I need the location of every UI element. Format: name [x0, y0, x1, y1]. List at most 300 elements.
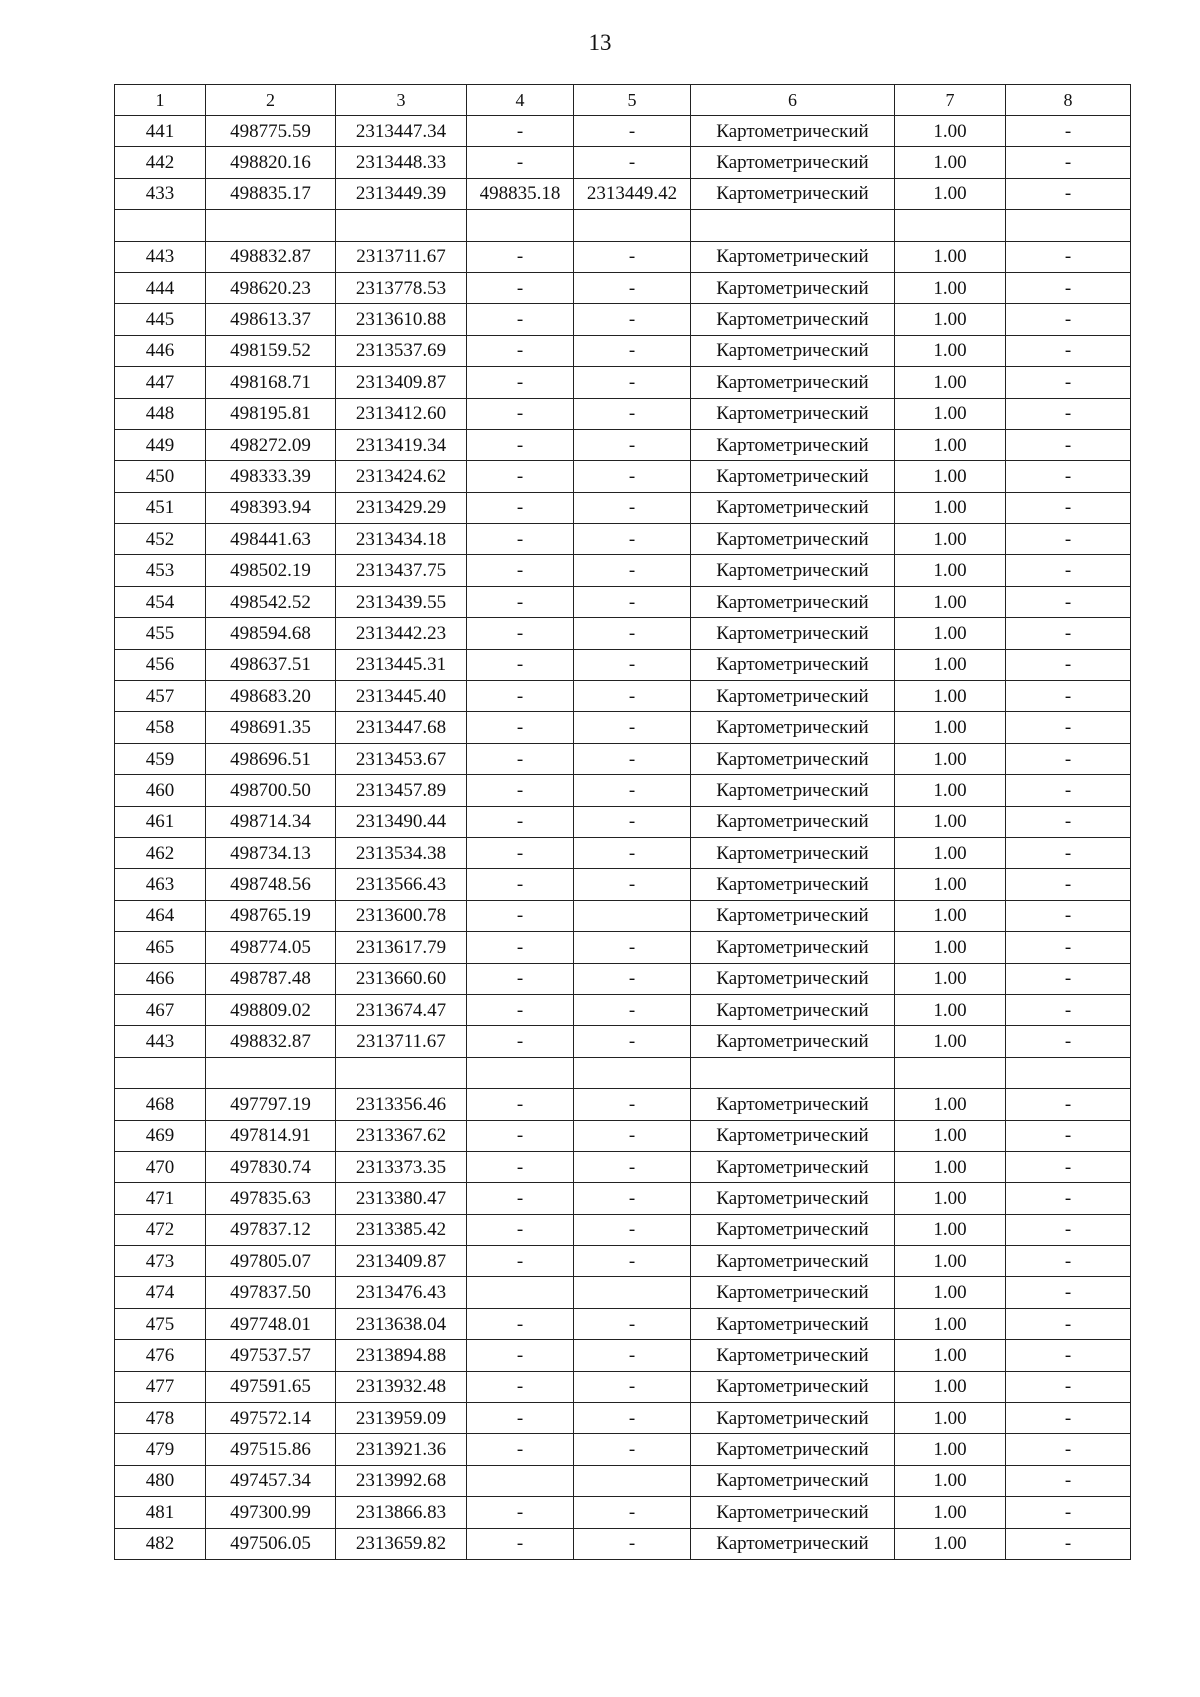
table-cell: 1.00: [895, 618, 1006, 649]
table-cell: 466: [115, 963, 206, 994]
table-cell: 2313449.42: [574, 178, 691, 209]
table-cell: 453: [115, 555, 206, 586]
table-row: [115, 1403, 1131, 1434]
table-cell: -: [1006, 1246, 1131, 1277]
table-cell: 1.00: [895, 994, 1006, 1025]
table-cell: Картометрический: [691, 1497, 895, 1528]
table-cell: 2313356.46: [336, 1089, 467, 1120]
table-cell: 1.00: [895, 272, 1006, 303]
table-cell: 460: [115, 775, 206, 806]
table-cell: -: [574, 869, 691, 900]
table-cell: Картометрический: [691, 900, 895, 931]
table-cell: -: [574, 1183, 691, 1214]
table-cell: 467: [115, 994, 206, 1025]
table-cell: [1006, 210, 1131, 241]
column-header: 7: [895, 85, 1006, 116]
table-cell: 497572.14: [206, 1403, 336, 1434]
table-cell: 443: [115, 241, 206, 272]
table-cell: 2313445.31: [336, 649, 467, 680]
table-row: [115, 1151, 1131, 1182]
table-cell: 498835.17: [206, 178, 336, 209]
table-cell: 474: [115, 1277, 206, 1308]
table-cell: [115, 210, 206, 241]
table-cell: 498159.52: [206, 335, 336, 366]
table-cell: Картометрический: [691, 1277, 895, 1308]
table-cell: -: [574, 1434, 691, 1465]
table-cell: -: [467, 1340, 574, 1371]
table-row: [115, 492, 1131, 523]
table-cell: Картометрический: [691, 649, 895, 680]
table-cell: -: [467, 806, 574, 837]
table-cell: -: [467, 1246, 574, 1277]
table-cell: 480: [115, 1465, 206, 1496]
table-row: [115, 586, 1131, 617]
table-cell: 452: [115, 524, 206, 555]
table-row: [115, 1465, 1131, 1496]
table-cell: -: [1006, 272, 1131, 303]
table-cell: Картометрический: [691, 586, 895, 617]
table-cell: -: [574, 712, 691, 743]
table-cell: 2313659.82: [336, 1528, 467, 1559]
table-cell: Картометрический: [691, 1026, 895, 1057]
table-cell: 498809.02: [206, 994, 336, 1025]
page-number: 13: [588, 30, 612, 55]
table-cell: Картометрический: [691, 241, 895, 272]
table-cell: 471: [115, 1183, 206, 1214]
column-header: 6: [691, 85, 895, 116]
table-cell: Картометрический: [691, 461, 895, 492]
table-cell: -: [574, 555, 691, 586]
table-cell: Картометрический: [691, 367, 895, 398]
table-cell: 497537.57: [206, 1340, 336, 1371]
table-cell: 1.00: [895, 712, 1006, 743]
table-cell: 2313959.09: [336, 1403, 467, 1434]
table-cell: 1.00: [895, 806, 1006, 837]
table-cell: [206, 210, 336, 241]
table-cell: 497805.07: [206, 1246, 336, 1277]
table-cell: 1.00: [895, 555, 1006, 586]
table-cell: Картометрический: [691, 994, 895, 1025]
table-cell: 1.00: [895, 649, 1006, 680]
table-cell: 2313380.47: [336, 1183, 467, 1214]
table-cell: Картометрический: [691, 743, 895, 774]
table-cell: 498696.51: [206, 743, 336, 774]
table-cell: -: [467, 618, 574, 649]
table-cell: 498691.35: [206, 712, 336, 743]
table-cell: -: [1006, 743, 1131, 774]
table-cell: Картометрический: [691, 1403, 895, 1434]
table-cell: -: [574, 649, 691, 680]
table-cell: -: [574, 775, 691, 806]
table-cell: 2313921.36: [336, 1434, 467, 1465]
table-row: [115, 900, 1131, 931]
table-cell: 463: [115, 869, 206, 900]
table-cell: -: [574, 429, 691, 460]
table-cell: Картометрический: [691, 1434, 895, 1465]
table-cell: 1.00: [895, 681, 1006, 712]
table-cell: 2313442.23: [336, 618, 467, 649]
table-row: [115, 1434, 1131, 1465]
table-cell: -: [574, 304, 691, 335]
table-cell: 451: [115, 492, 206, 523]
table-row: [115, 869, 1131, 900]
table-cell: Картометрический: [691, 963, 895, 994]
table-cell: [895, 1057, 1006, 1088]
table-cell: 498832.87: [206, 1026, 336, 1057]
table-cell: -: [467, 555, 574, 586]
table-cell: 1.00: [895, 1246, 1006, 1277]
table-cell: 2313638.04: [336, 1308, 467, 1339]
table-cell: 1.00: [895, 1528, 1006, 1559]
table-cell: 1.00: [895, 743, 1006, 774]
table-cell: -: [467, 1371, 574, 1402]
table-cell: 2313617.79: [336, 932, 467, 963]
table-cell: 1.00: [895, 1308, 1006, 1339]
table-row: [115, 1246, 1131, 1277]
table-cell: [574, 210, 691, 241]
table-row: [115, 178, 1131, 209]
table-cell: 497797.19: [206, 1089, 336, 1120]
header-row: [115, 85, 1131, 116]
table-row: [115, 335, 1131, 366]
table-cell: 1.00: [895, 1120, 1006, 1151]
table-cell: -: [1006, 1151, 1131, 1182]
table-cell: -: [574, 241, 691, 272]
table-row: [115, 1089, 1131, 1120]
table-cell: -: [1006, 555, 1131, 586]
table-cell: -: [467, 1183, 574, 1214]
table-cell: -: [1006, 1214, 1131, 1245]
table-cell: 2313437.75: [336, 555, 467, 586]
table-cell: 1.00: [895, 335, 1006, 366]
table-cell: -: [574, 1403, 691, 1434]
table-cell: 497830.74: [206, 1151, 336, 1182]
table-row: [115, 398, 1131, 429]
table-cell: -: [1006, 147, 1131, 178]
table-cell: -: [467, 932, 574, 963]
table-cell: Картометрический: [691, 806, 895, 837]
table-cell: -: [1006, 869, 1131, 900]
table-cell: -: [1006, 1089, 1131, 1120]
column-header: 5: [574, 85, 691, 116]
table-cell: -: [1006, 461, 1131, 492]
table-cell: -: [1006, 586, 1131, 617]
column-header: 8: [1006, 85, 1131, 116]
table-cell: 2313537.69: [336, 335, 467, 366]
table-cell: 465: [115, 932, 206, 963]
table-cell: [895, 210, 1006, 241]
table-cell: Картометрический: [691, 932, 895, 963]
column-header: 4: [467, 85, 574, 116]
table-header: [115, 85, 1131, 116]
table-cell: [336, 1057, 467, 1088]
table-cell: [691, 210, 895, 241]
table-cell: 2313424.62: [336, 461, 467, 492]
table-cell: -: [1006, 335, 1131, 366]
table-cell: -: [467, 743, 574, 774]
table-cell: Картометрический: [691, 869, 895, 900]
table-cell: 498787.48: [206, 963, 336, 994]
table-cell: 1.00: [895, 775, 1006, 806]
table-cell: -: [574, 1089, 691, 1120]
table-row: [115, 1026, 1131, 1057]
table-row: [115, 618, 1131, 649]
table-cell: 2313600.78: [336, 900, 467, 931]
table-row: [115, 806, 1131, 837]
table-cell: 464: [115, 900, 206, 931]
table-cell: 1.00: [895, 304, 1006, 335]
table-cell: 1.00: [895, 116, 1006, 147]
table-row: [115, 649, 1131, 680]
table-cell: -: [1006, 1403, 1131, 1434]
table-cell: [336, 210, 467, 241]
table-cell: 498393.94: [206, 492, 336, 523]
table-cell: 1.00: [895, 1089, 1006, 1120]
table-cell: 497515.86: [206, 1434, 336, 1465]
table-cell: 472: [115, 1214, 206, 1245]
table-row: [115, 461, 1131, 492]
table-cell: -: [574, 806, 691, 837]
table-cell: 2313566.43: [336, 869, 467, 900]
table-cell: 498832.87: [206, 241, 336, 272]
table-cell: 1.00: [895, 1214, 1006, 1245]
table-cell: [115, 1057, 206, 1088]
table-cell: -: [467, 492, 574, 523]
table-cell: -: [574, 586, 691, 617]
table-cell: -: [574, 1151, 691, 1182]
table-cell: Картометрический: [691, 1089, 895, 1120]
table-cell: -: [1006, 712, 1131, 743]
table-cell: 2313866.83: [336, 1497, 467, 1528]
table-cell: 477: [115, 1371, 206, 1402]
table-cell: 444: [115, 272, 206, 303]
table-cell: 498714.34: [206, 806, 336, 837]
table-cell: 498637.51: [206, 649, 336, 680]
table-cell: 2313385.42: [336, 1214, 467, 1245]
table-cell: 1.00: [895, 1277, 1006, 1308]
table-cell: -: [467, 1120, 574, 1151]
table-cell: -: [574, 1528, 691, 1559]
table-cell: -: [1006, 649, 1131, 680]
table-cell: Картометрический: [691, 1214, 895, 1245]
table-cell: 1.00: [895, 492, 1006, 523]
table-cell: 2313367.62: [336, 1120, 467, 1151]
table-cell: Картометрический: [691, 1246, 895, 1277]
table-cell: 2313447.34: [336, 116, 467, 147]
table-row: [115, 272, 1131, 303]
table-cell: -: [467, 524, 574, 555]
table-row: [115, 304, 1131, 335]
coordinates-table: [114, 84, 1131, 1560]
table-cell: 498195.81: [206, 398, 336, 429]
table-cell: -: [574, 932, 691, 963]
table-cell: -: [574, 994, 691, 1025]
table-row: [115, 1340, 1131, 1371]
table-cell: 498748.56: [206, 869, 336, 900]
table-cell: -: [467, 429, 574, 460]
table-cell: Картометрический: [691, 555, 895, 586]
table-cell: [574, 1465, 691, 1496]
table-cell: 498620.23: [206, 272, 336, 303]
table-cell: [1006, 1057, 1131, 1088]
table-cell: -: [467, 1089, 574, 1120]
table-cell: -: [467, 837, 574, 868]
table-cell: 498683.20: [206, 681, 336, 712]
table-cell: -: [574, 1246, 691, 1277]
table-cell: 2313534.38: [336, 837, 467, 868]
table-cell: 2313711.67: [336, 1026, 467, 1057]
table-row: [115, 367, 1131, 398]
table-cell: 497591.65: [206, 1371, 336, 1402]
table-cell: 1.00: [895, 367, 1006, 398]
table-cell: -: [467, 1026, 574, 1057]
table-cell: -: [1006, 994, 1131, 1025]
table-cell: 433: [115, 178, 206, 209]
table-cell: 1.00: [895, 1026, 1006, 1057]
table-row: [115, 1497, 1131, 1528]
table-cell: Картометрический: [691, 1528, 895, 1559]
table-cell: 497457.34: [206, 1465, 336, 1496]
table-row: [115, 1528, 1131, 1559]
table-cell: [467, 1277, 574, 1308]
table-cell: -: [574, 492, 691, 523]
table-cell: 475: [115, 1308, 206, 1339]
table-cell: -: [467, 1151, 574, 1182]
table-row: [115, 555, 1131, 586]
table-cell: [467, 1057, 574, 1088]
table-cell: Картометрический: [691, 618, 895, 649]
table-cell: 1.00: [895, 398, 1006, 429]
table-cell: -: [467, 241, 574, 272]
table-cell: 1.00: [895, 963, 1006, 994]
table-cell: Картометрический: [691, 335, 895, 366]
table-cell: 498820.16: [206, 147, 336, 178]
table-cell: 1.00: [895, 1371, 1006, 1402]
table-cell: 457: [115, 681, 206, 712]
table-cell: -: [574, 837, 691, 868]
table-cell: -: [1006, 398, 1131, 429]
table-cell: 1.00: [895, 869, 1006, 900]
table-row: [115, 147, 1131, 178]
table-cell: Картометрический: [691, 1308, 895, 1339]
table-cell: -: [1006, 618, 1131, 649]
table-cell: [467, 1465, 574, 1496]
table-cell: -: [467, 304, 574, 335]
table-cell: 2313674.47: [336, 994, 467, 1025]
table-cell: 498594.68: [206, 618, 336, 649]
table-row: [115, 524, 1131, 555]
table-cell: -: [467, 994, 574, 1025]
table-cell: 497748.01: [206, 1308, 336, 1339]
table-cell: 1.00: [895, 1183, 1006, 1214]
table-row: [115, 837, 1131, 868]
table-cell: 2313711.67: [336, 241, 467, 272]
table-cell: 450: [115, 461, 206, 492]
table-cell: Картометрический: [691, 681, 895, 712]
table-cell: 443: [115, 1026, 206, 1057]
table-cell: [206, 1057, 336, 1088]
table-cell: 2313409.87: [336, 367, 467, 398]
table-row: [115, 429, 1131, 460]
table-cell: 2313660.60: [336, 963, 467, 994]
table-row: [115, 1057, 1131, 1088]
table-cell: 498734.13: [206, 837, 336, 868]
table-cell: 2313439.55: [336, 586, 467, 617]
table-cell: 1.00: [895, 1497, 1006, 1528]
table-row: [115, 210, 1131, 241]
table-cell: -: [1006, 932, 1131, 963]
table-cell: -: [574, 1026, 691, 1057]
table-cell: -: [1006, 429, 1131, 460]
table-cell: 458: [115, 712, 206, 743]
table-cell: 497506.05: [206, 1528, 336, 1559]
table-row: [115, 1371, 1131, 1402]
table-row: [115, 1308, 1131, 1339]
table-cell: Картометрический: [691, 398, 895, 429]
table-cell: 498774.05: [206, 932, 336, 963]
table-cell: 469: [115, 1120, 206, 1151]
table-cell: -: [467, 1214, 574, 1245]
column-header: 2: [206, 85, 336, 116]
table-cell: 498835.18: [467, 178, 574, 209]
table-cell: -: [1006, 1528, 1131, 1559]
table-cell: -: [467, 272, 574, 303]
table-cell: 459: [115, 743, 206, 774]
table-cell: 1.00: [895, 900, 1006, 931]
table-cell: 1.00: [895, 1151, 1006, 1182]
table-cell: Картометрический: [691, 304, 895, 335]
table-cell: 498613.37: [206, 304, 336, 335]
table-cell: -: [1006, 1434, 1131, 1465]
table-cell: 446: [115, 335, 206, 366]
table-cell: 2313447.68: [336, 712, 467, 743]
table-cell: 2313453.67: [336, 743, 467, 774]
table-cell: 498272.09: [206, 429, 336, 460]
table-row: [115, 743, 1131, 774]
table-cell: -: [1006, 1371, 1131, 1402]
table-cell: -: [574, 367, 691, 398]
table-cell: 498775.59: [206, 116, 336, 147]
table-cell: [574, 900, 691, 931]
table-cell: Картометрический: [691, 712, 895, 743]
table-body: [115, 116, 1131, 1560]
table-row: [115, 681, 1131, 712]
table-cell: 1.00: [895, 1340, 1006, 1371]
table-cell: -: [1006, 1308, 1131, 1339]
table-cell: Картометрический: [691, 147, 895, 178]
table-cell: -: [467, 367, 574, 398]
table-row: [115, 775, 1131, 806]
table-cell: -: [467, 1528, 574, 1559]
table-cell: 461: [115, 806, 206, 837]
table-cell: 462: [115, 837, 206, 868]
table-cell: 497837.12: [206, 1214, 336, 1245]
table-cell: 2313778.53: [336, 272, 467, 303]
table-cell: 456: [115, 649, 206, 680]
table-cell: 2313419.34: [336, 429, 467, 460]
table-cell: 1.00: [895, 1403, 1006, 1434]
table-cell: Картометрический: [691, 492, 895, 523]
table-cell: 497835.63: [206, 1183, 336, 1214]
table-cell: -: [1006, 1026, 1131, 1057]
table-cell: Картометрический: [691, 524, 895, 555]
table-cell: Картометрический: [691, 1120, 895, 1151]
table-cell: 482: [115, 1528, 206, 1559]
column-header: 3: [336, 85, 467, 116]
table-cell: 1.00: [895, 241, 1006, 272]
table-cell: 1.00: [895, 178, 1006, 209]
table-cell: -: [467, 1434, 574, 1465]
